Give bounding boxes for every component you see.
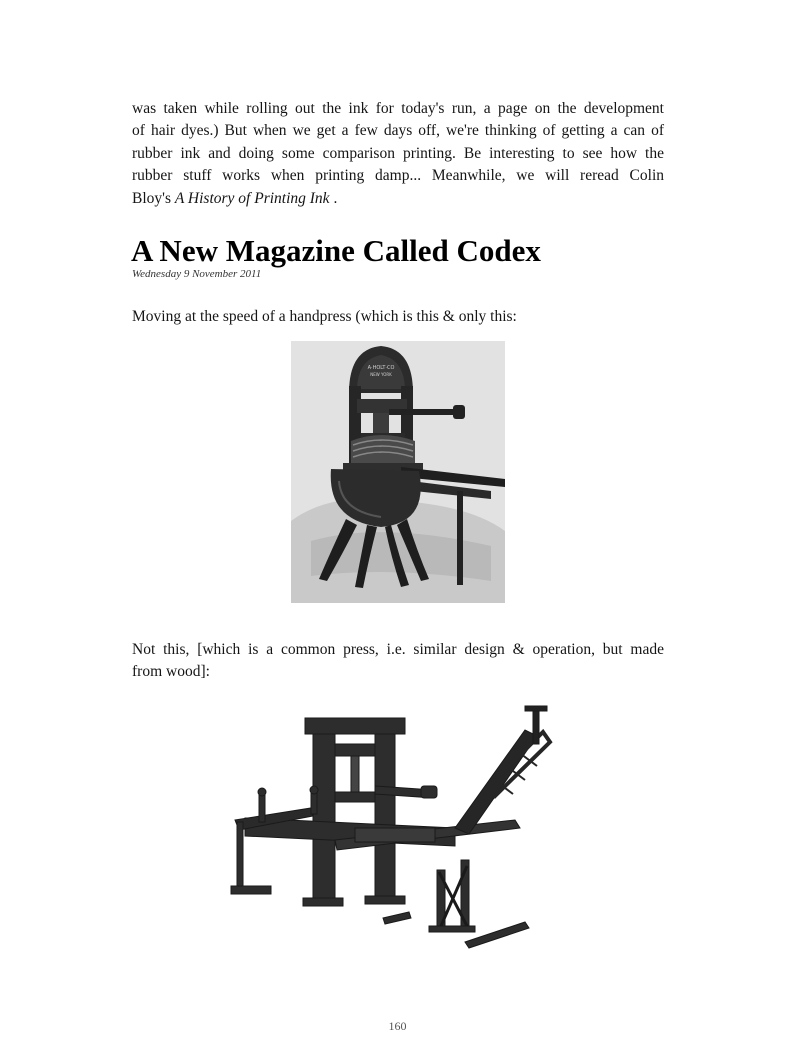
intro-line-2: of hair dyes.) But when we get a few days off, we're thinking of getting a can of	[132, 122, 664, 140]
common-press-line-1: Not this, [which is a common press, i.e. similar design & operation, but made	[132, 641, 664, 658]
intro-line-1: was taken while rolling out the ink for today's run, a page on the development	[132, 100, 664, 117]
post-date: Wednesday 9 November 2011	[132, 268, 262, 280]
wooden-press-drawing	[225, 700, 565, 950]
common-press-line-2: from wood]:	[132, 663, 210, 681]
handpress-line: Moving at the speed of a handpress (which is this & only this:	[132, 308, 517, 325]
common-press-paragraph	[132, 639, 664, 684]
book-title: A History of Printing Ink	[174, 189, 330, 207]
svg-text:A·HOLT·CO: A·HOLT·CO	[367, 365, 395, 371]
handpress-paragraph	[132, 306, 664, 328]
iron-handpress-drawing	[291, 341, 505, 603]
iron-handpress-illustration	[291, 341, 505, 603]
intro-line-3: rubber ink and doing some comparison printing. Be interesting to see how the	[132, 144, 664, 162]
page-number: 160	[388, 1019, 407, 1033]
svg-text:NEW YORK: NEW YORK	[370, 372, 392, 377]
wooden-common-press-illustration	[225, 700, 565, 950]
intro-line-5	[132, 188, 664, 210]
intro-line-5-prefix: Bloy's	[132, 189, 175, 207]
intro-line-5-suffix: .	[329, 189, 338, 207]
intro-paragraph	[132, 98, 664, 210]
post-title: A New Magazine Called Codex	[131, 233, 541, 268]
intro-line-4: rubber stuff works when printing damp... Meanwhile, we will reread Colin	[132, 167, 664, 185]
